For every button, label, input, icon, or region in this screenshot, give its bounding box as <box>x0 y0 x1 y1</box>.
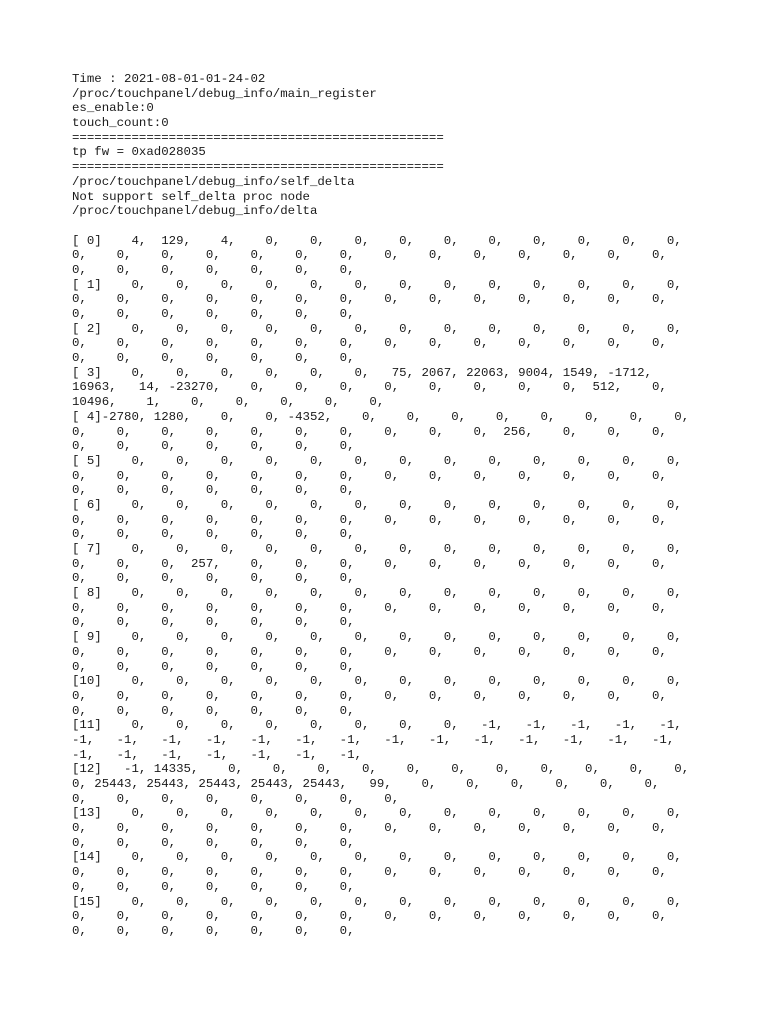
delta-row-line: 0, 0, 0, 0, 0, 0, 0, 0, 0, 0, 0, 0, 0, 0, <box>72 644 667 659</box>
delta-row-line: [ 8] 0, 0, 0, 0, 0, 0, 0, 0, 0, 0, 0, 0, 0, <box>72 586 682 601</box>
delta-row-line: 0, 0, 0, 0, 0, 0, 0, 0, <box>72 791 400 806</box>
delta-row <box>72 586 712 630</box>
delta-row-line: 0, 0, 0, 0, 0, 0, 0, <box>72 351 355 366</box>
delta-row-line: 0, 0, 0, 0, 0, 0, 0, 0, 0, 0, 256, 0, 0, 0, <box>72 424 667 439</box>
delta-row <box>72 498 712 542</box>
delta-row-line: 0, 0, 0, 0, 0, 0, 0, <box>72 262 355 277</box>
delta-row <box>72 895 712 939</box>
delta-row <box>72 762 712 806</box>
delta-row-line: 0, 0, 0, 0, 0, 0, 0, 0, 0, 0, 0, 0, 0, 0, <box>72 688 667 703</box>
timestamp-line: Time : 2021-08-01-01-24-02 <box>72 72 266 86</box>
delta-row-line: 0, 0, 0, 0, 0, 0, 0, <box>72 615 355 630</box>
delta-row-line: [ 3] 0, 0, 0, 0, 0, 0, 75, 2067, 22063, 9004, 1549, -1712, <box>72 365 652 380</box>
delta-row-line: 0, 0, 0, 0, 0, 0, 0, <box>72 439 355 454</box>
delta-row-line: [14] 0, 0, 0, 0, 0, 0, 0, 0, 0, 0, 0, 0, 0, <box>72 850 682 865</box>
delta-row <box>72 806 712 850</box>
delta-row-line: 0, 0, 0, 0, 0, 0, 0, 0, 0, 0, 0, 0, 0, 0, <box>72 600 667 615</box>
delta-row-line: [15] 0, 0, 0, 0, 0, 0, 0, 0, 0, 0, 0, 0, 0, <box>72 894 682 909</box>
delta-row-line: 0, 0, 0, 0, 0, 0, 0, 0, 0, 0, 0, 0, 0, 0, <box>72 336 667 351</box>
self-delta-path: /proc/touchpanel/debug_info/self_delta <box>72 174 355 189</box>
delta-row-line: 16963, 14, -23270, 0, 0, 0, 0, 0, 0, 0, 0, 512, 0, <box>72 380 667 395</box>
delta-row-line: 0, 0, 0, 0, 0, 0, 0, 0, 0, 0, 0, 0, 0, 0, <box>72 248 667 263</box>
delta-row-line: 0, 0, 0, 0, 0, 0, 0, 0, 0, 0, 0, 0, 0, 0, <box>72 512 667 527</box>
delta-row-line: 0, 0, 0, 0, 0, 0, 0, 0, 0, 0, 0, 0, 0, 0, <box>72 292 667 307</box>
separator-line: ================================================== <box>72 160 444 175</box>
firmware-version-line: tp fw = 0xad028035 <box>72 145 206 160</box>
delta-row <box>72 278 712 322</box>
delta-row <box>72 366 712 410</box>
delta-row-line: 0, 0, 0, 0, 0, 0, 0, 0, 0, 0, 0, 0, 0, 0, <box>72 909 667 924</box>
delta-row <box>72 674 712 718</box>
delta-path: /proc/touchpanel/debug_info/delta <box>72 204 318 219</box>
delta-matrix <box>72 234 712 939</box>
delta-row-line: 0, 0, 0, 257, 0, 0, 0, 0, 0, 0, 0, 0, 0, 0, <box>72 556 667 571</box>
delta-row-line: 0, 0, 0, 0, 0, 0, 0, <box>72 527 355 542</box>
delta-row-line: [ 9] 0, 0, 0, 0, 0, 0, 0, 0, 0, 0, 0, 0, 0, <box>72 630 682 645</box>
delta-row-line: 0, 25443, 25443, 25443, 25443, 25443, 99, 0, 0, 0, 0, 0, 0, <box>72 777 660 791</box>
delta-row-line: -1, -1, -1, -1, -1, -1, -1, <box>72 747 362 762</box>
delta-row-line: [11] 0, 0, 0, 0, 0, 0, 0, 0, -1, -1, -1, -1, -1, <box>72 718 682 733</box>
delta-row-line: [ 6] 0, 0, 0, 0, 0, 0, 0, 0, 0, 0, 0, 0, 0, <box>72 497 682 512</box>
delta-row-line: 0, 0, 0, 0, 0, 0, 0, <box>72 483 355 498</box>
delta-row <box>72 850 712 894</box>
debug-log-document <box>72 72 712 939</box>
delta-row-line: 0, 0, 0, 0, 0, 0, 0, 0, 0, 0, 0, 0, 0, 0, <box>72 468 667 483</box>
delta-row-line: 0, 0, 0, 0, 0, 0, 0, <box>72 571 355 586</box>
delta-row-line: [13] 0, 0, 0, 0, 0, 0, 0, 0, 0, 0, 0, 0, 0, <box>72 806 682 821</box>
delta-row-line: [ 5] 0, 0, 0, 0, 0, 0, 0, 0, 0, 0, 0, 0, 0, <box>72 453 682 468</box>
delta-row <box>72 454 712 498</box>
delta-row-line: -1, -1, -1, -1, -1, -1, -1, -1, -1, -1, -1, -1, -1, -1, <box>72 732 675 747</box>
self-delta-note: Not support self_delta proc node <box>72 189 310 204</box>
delta-row-line: 0, 0, 0, 0, 0, 0, 0, <box>72 703 355 718</box>
delta-row-line: [10] 0, 0, 0, 0, 0, 0, 0, 0, 0, 0, 0, 0, 0, <box>72 674 682 689</box>
delta-row-line: 0, 0, 0, 0, 0, 0, 0, <box>72 659 355 674</box>
delta-row-line: 0, 0, 0, 0, 0, 0, 0, 0, 0, 0, 0, 0, 0, 0, <box>72 821 667 836</box>
blank-line <box>72 219 712 234</box>
delta-row-line: 0, 0, 0, 0, 0, 0, 0, <box>72 879 355 894</box>
delta-row <box>72 630 712 674</box>
delta-row <box>72 542 712 586</box>
delta-row <box>72 322 712 366</box>
touch-count-line: touch_count:0 <box>72 116 169 131</box>
delta-row-line: [ 1] 0, 0, 0, 0, 0, 0, 0, 0, 0, 0, 0, 0, 0, <box>72 277 682 292</box>
delta-row-line: 10496, 1, 0, 0, 0, 0, 0, <box>72 395 385 410</box>
delta-row <box>72 234 712 278</box>
delta-row <box>72 718 712 762</box>
main-register-path: /proc/touchpanel/debug_info/main_register <box>72 86 377 101</box>
separator-line: ================================================== <box>72 130 444 145</box>
es-enable-line: es_enable:0 <box>72 101 154 116</box>
delta-row-line: [ 4]-2780, 1280, 0, 0, -4352, 0, 0, 0, 0, 0, 0, 0, 0, <box>72 409 690 424</box>
delta-row-line: 0, 0, 0, 0, 0, 0, 0, <box>72 307 355 321</box>
delta-row-line: [ 2] 0, 0, 0, 0, 0, 0, 0, 0, 0, 0, 0, 0, 0, <box>72 321 682 336</box>
delta-row-line: 0, 0, 0, 0, 0, 0, 0, <box>72 835 355 850</box>
delta-row-line: [12] -1, 14335, 0, 0, 0, 0, 0, 0, 0, 0, 0, 0, 0, <box>72 762 690 777</box>
delta-row <box>72 410 712 454</box>
delta-row-line: 0, 0, 0, 0, 0, 0, 0, 0, 0, 0, 0, 0, 0, 0, <box>72 865 667 880</box>
delta-row-line: [ 7] 0, 0, 0, 0, 0, 0, 0, 0, 0, 0, 0, 0, 0, <box>72 542 682 556</box>
delta-row-line: [ 0] 4, 129, 4, 0, 0, 0, 0, 0, 0, 0, 0, 0, 0, <box>72 233 682 248</box>
delta-row-line: 0, 0, 0, 0, 0, 0, 0, <box>72 923 355 938</box>
